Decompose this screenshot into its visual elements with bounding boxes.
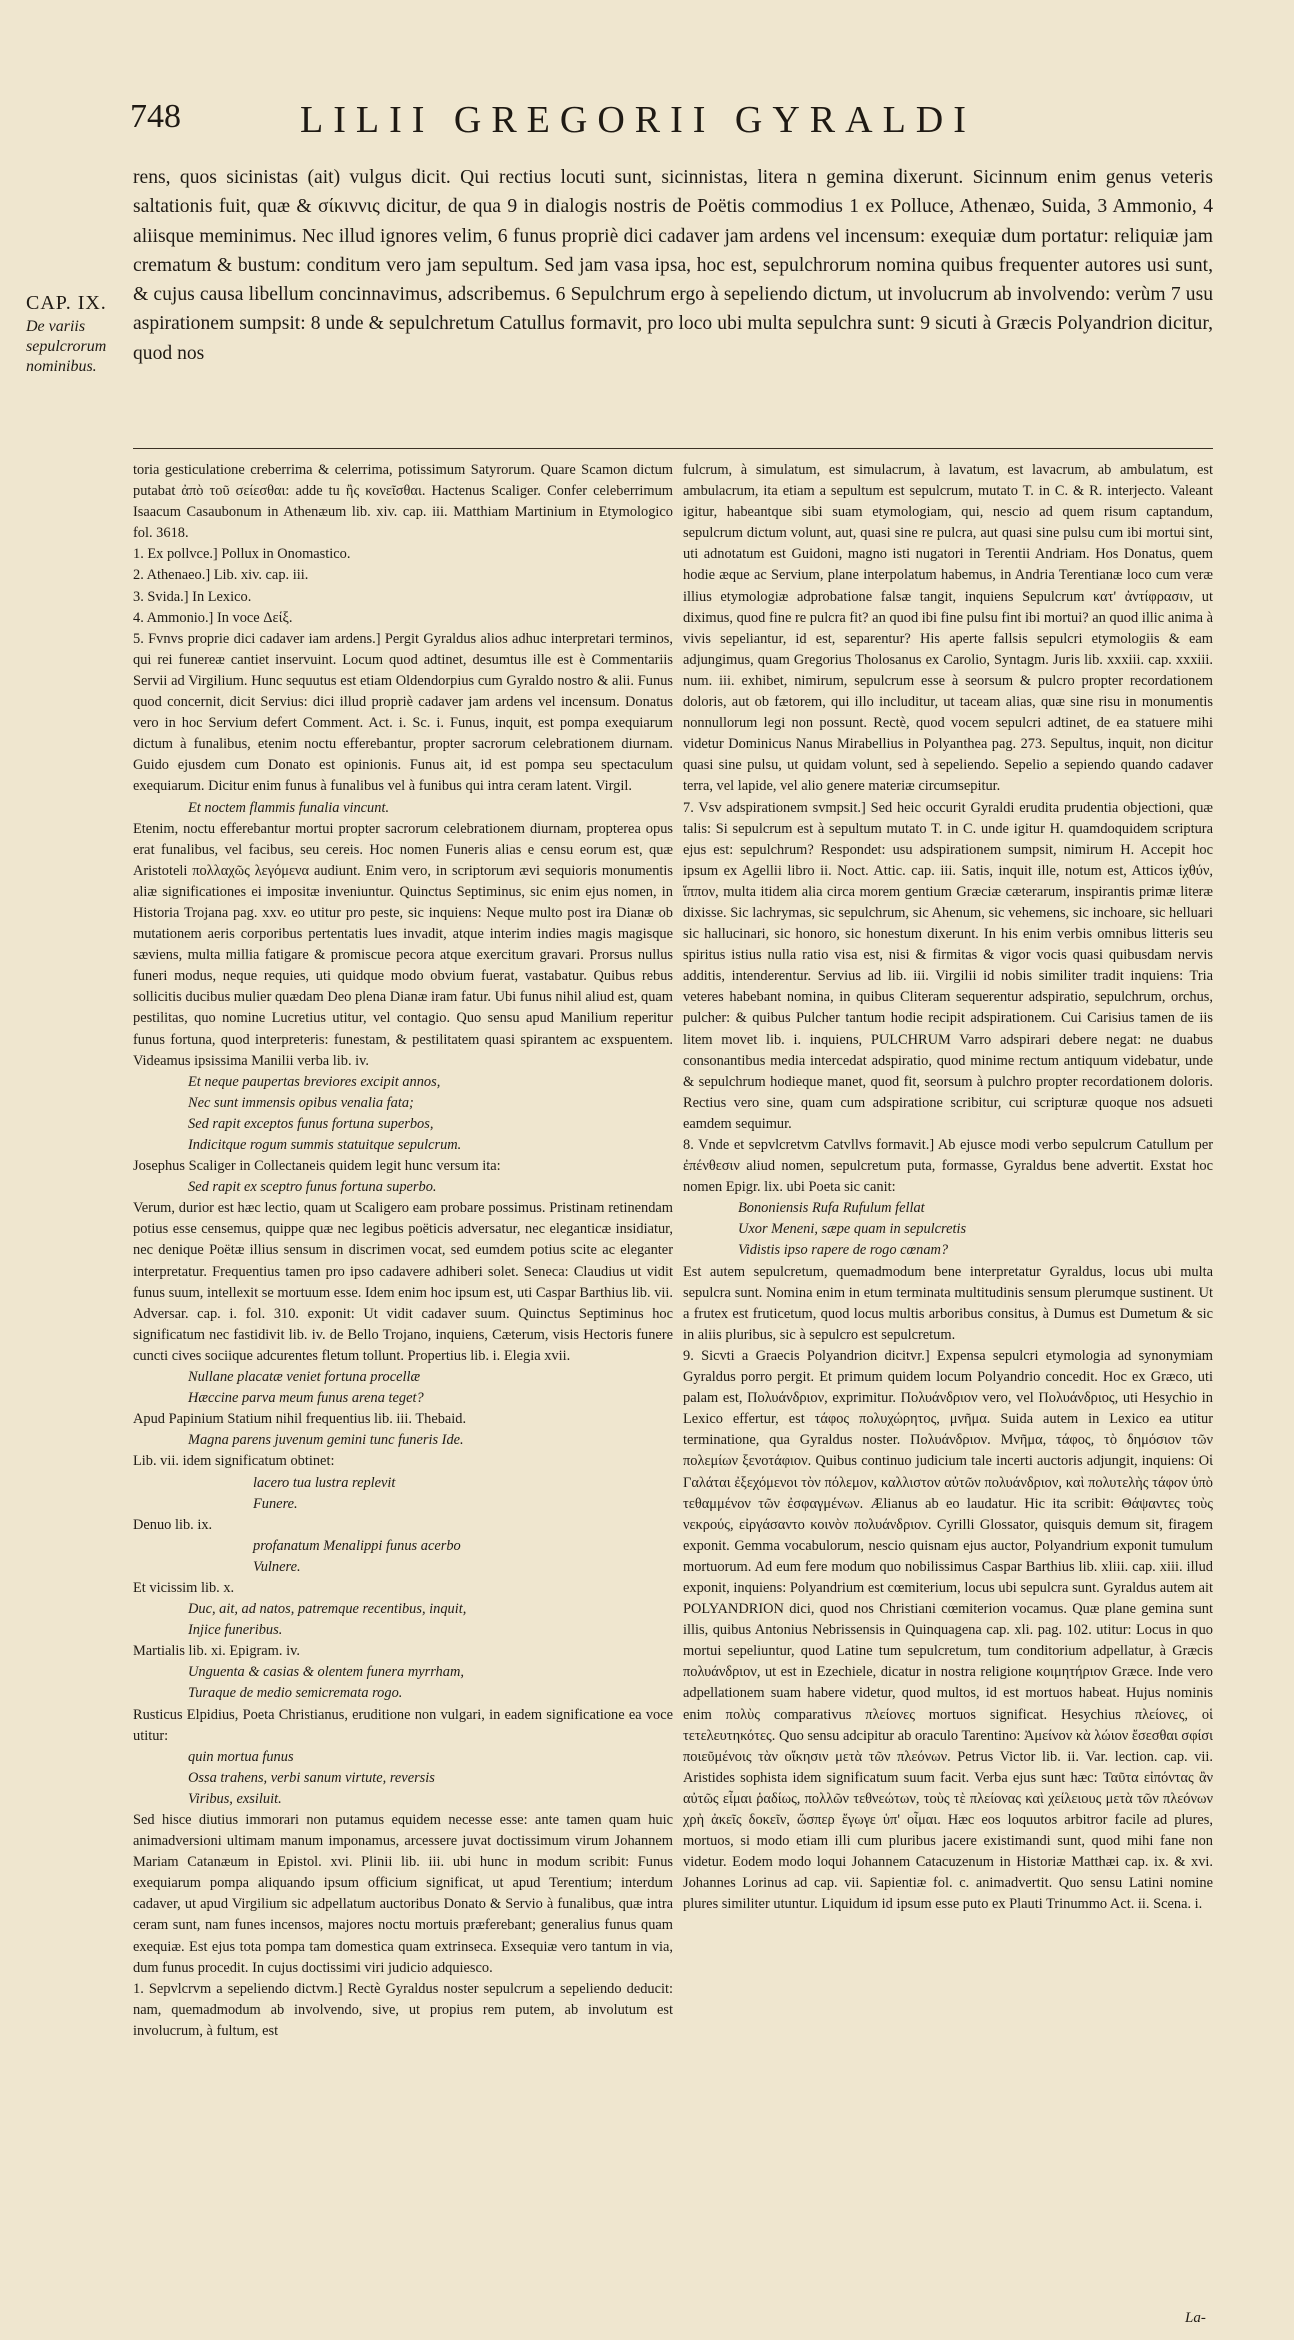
verse-line: Injice funeribus. xyxy=(188,1622,283,1639)
note-paragraph: Est autem sepulcretum, quemadmodum bene interpretatur Gyraldus, locus ubi multa sepulcra sunt. Nomina enim in etum terminata multitudinis sensum plerumque sustinent. Ut a frutex est fruticetum, quod locus multis arboribus consitus, à Dumus est Dumetum & sic in aliis pluribus, sic à sepulcro est sepulcretum. xyxy=(683,1263,1213,1343)
main-paragraph: rens, quos sicinistas (ait) vulgus dicit. Qui rectius locuti sunt, sicinnistas, litera n gemina dixerunt. Sicinnum enim genus veteris saltationis fuit, quæ & σίκιννις dicitur, de qua 9 in dialogis nostris de Poëtis commodius 1 ex Polluce, Athenæo, Suida, 3 Ammonio, 4 aliisque meminimus. Nec illud ignores velim, 6 funus propriè dici cadaver jam ardens vel incensum: exequiæ dum portatur: reliquiæ jam crematum & bustum: conditum vero jam sepultum. Sed jam vasa ipsa, hoc est, sepulchrorum nomina quibus frequenter autores usi sunt, & cujus causa libellum concinnavimus, adscribemus. 6 Sepulchrum ergo à sepeliendo dictum, ut involucrum ab involvendo: verùm 7 usu aspirationem sumpsit: 8 unde & sepulchretum Catullus formavit, pro loco ubi multa sepulchra sunt: 9 sicuti à Græcis Polyandrion dicitur, quod nos xyxy=(133,167,1213,364)
note-paragraph: 7. Vsv adspirationem svmpsit.] Sed heic occurit Gyraldi erudita prudentia objectioni, quæ talis: Si sepulcrum est à sepultum mutato T. in C. unde igitur H. quamdoquidem scriptura ejus est: sepulchrum? Respondet: usu adspirationem sumpsit, nimirum H. Accepit hoc ipsum ex Agellii libro ii. Noct. Attic. cap. iii. Satis, inquit ille, notum est, Atticos ἰχθύν, ἵππον, multa itidem alia circa morem gentium Græciæ cæterarum, inspirantis primæ literæ dixisse. Sic lachrymas, sic sepulchrum, sic Ahenum, sic vehemens, sic inchoare, sic helluari sic hallucinari, sic honoro, sic honestum dixerunt. In his enim verbis omnibus litteris seu spiritus istius nulla ratio visa est, nisi & firmitas & vigor vocis quasi quibusdam nervis additis, intenderentur. Servius ad lib. iii. Virgilii id nobis similiter tradit inquiens: Tria veteres habebant nomina, in quibus Cliteram sequerentur adspiratio, sepulchrum, orchus, pulcher: & quibus Pulcher tantum hodie recipit adspirationem. Cui Carisius tamen de iis litem movet lib. i. inquiens, PULCHRUM Varro adspirari debere negat: ne duabus consonantibus media intercedat adspiratio, quod minime rectum antiquum videbatur, unde & sepulchrum hodieque manet, quod fit, seorsum à pulchro propter recordationem doloris. Rectius vero sine, quam cum adspiratione scribitur, cui scripturæ quoque nos adsueti eamdem sequimur. xyxy=(683,799,1213,1132)
running-head: LILII GREGORII GYRALDI xyxy=(300,99,976,141)
note-paragraph: Lib. vii. idem significatum obtinet: xyxy=(133,1453,335,1470)
note-paragraph: Etenim, noctu efferebantur mortui propter sacrorum celebrationem diurnam, propterea opus erat funalibus, vel facibus, seu cereis. Hoc nomen Funeris alias e censu eorum est, quæ Aristoteli πολλαχῶς λεγόμενα audiunt. Enim vero, in scriptorum ævi sequioris monumentis aliæ significationes ei impositæ inveniuntur. Quinctus Septiminus, sic enim ejus nomen, in Historia Trojana pag. xxv. eo utitur pro peste, sic inquiens: Neque multo post ira Dianæ ob mutationem aeris corporibus pertentatis lues invadit, atque interim indies magis magisque sæviens, multa millia fatigare & promiscue pecora atque exercitum gravari. Prorsus nullus funeri modus, neque requies, uti quidque modo obvium fuerat, vastabatur. Quibus rebus sollicitis ducibus mulier quædam Deo plena Dianæ iram fatur. Ubi funus nihil aliud est, quam pestilitas, quo nomine Lucretius utitur, vel contagio. Quo sensu apud Manilium reperitur funus fortuna, quod interpreteris: funestam, & pestilitatem quasi spirantem ac exspuentem. Videamus ipsissima Manilii verba lib. iv. xyxy=(133,820,673,1069)
verse-line: Ossa trahens, verbi sanum virtute, reversis xyxy=(188,1769,435,1786)
note-paragraph: 1. Ex pollvce.] Pollux in Onomastico. xyxy=(133,546,351,563)
verse-line: Funere. xyxy=(253,1495,298,1512)
page-header xyxy=(130,98,1230,148)
note-paragraph: 1. Sepvlcrvm a sepeliendo dictvm.] Rectè Gyraldus noster sepulcrum a sepeliendo deducit: nam, quemadmodum ab involvendo, sive, ut propius rem putem, ab involutum est involucrum, à fultum, est xyxy=(133,1980,673,2039)
note-paragraph: 2. Athenaeo.] Lib. xiv. cap. iii. xyxy=(133,567,309,584)
note-paragraph: 5. Fvnvs proprie dici cadaver iam ardens.] Pergit Gyraldus alios adhuc interpretari terminos, qui rei funereæ cantiet inservuint. Locum quod adtinet, desumtus ille est è Commentariis Servii ad Virgilium. Hunc sequutus est etiam Oldendorpius cum Gyraldo nostro & alii. Funus quod concernit, dicit Servius: dici illud propriè cadaver jam ardens vel incensum. Donatus vero in hoc Servium defert Comment. Act. i. Sc. i. Funus, inquit, est pompa exequiarum dictum à funalibus, etenim noctu efferebantur, propter sacrorum celebrationem diurnam. Guido ejusdem cum Donato est opinionis. Funus ait, id est pompa seu spectaculum exequiarum. Dicitur enim funus à funalibus vel à funibus qui intra ceram latent. Virgil. xyxy=(133,630,673,795)
verse-line: Bononiensis Rufa Rufulum fellat xyxy=(738,1200,925,1217)
verse-line: Sed rapit ex sceptro funus fortuna superbo. xyxy=(188,1179,437,1196)
note-paragraph: Josephus Scaliger in Collectaneis quidem legit hunc versum ita: xyxy=(133,1158,501,1175)
note-paragraph: Verum, durior est hæc lectio, quam ut Scaligero eam probare possimus. Pristinam retinendam potius esse censemus, quippe quæ nec legibus poëticis adversatur, nec eleganticæ insidiatur, nec denique Poëtæ illius sensum in discrimen vocat, sed eumdem potius scite ac eleganter interpretatur. Frequentius tamen pro ipso cadavere adhiberi solet. Seneca: Claudius ut vidit funus suum, intellexit se mortuum esse. Idem enim hoc ipsum est, uti Caspar Barthius lib. vii. Adversar. cap. i. fol. 310. exponit: Ut vidit cadaver suum. Quinctus Septiminus hoc significatum nec fastidivit lib. iv. de Bello Trojano, inquiens, Cæterum, visis Hectoris funere cuncti cives sociique adcurentes fletum tollunt. Propertius lib. i. Elegia xvii. xyxy=(133,1200,673,1364)
notes-left-column xyxy=(133,460,673,2330)
main-text xyxy=(133,163,1213,368)
verse-line: Nec sunt immensis opibus venalia fata; xyxy=(188,1094,414,1111)
verse-line: Duc, ait, ad natos, patremque recentibus, inquit, xyxy=(188,1601,467,1618)
note-paragraph: Martialis lib. xi. Epigram. iv. xyxy=(133,1643,300,1660)
verse-line: Vidistis ipso rapere de rogo cœnam? xyxy=(738,1242,949,1259)
chapter-title: De variis sepulcrorum nominibus. xyxy=(26,318,107,375)
note-paragraph: Denuo lib. ix. xyxy=(133,1516,213,1533)
chapter-label: CAP. IX. xyxy=(26,292,107,314)
verse-line: Viribus, exsiluit. xyxy=(188,1790,282,1807)
verse-line: quin mortua funus xyxy=(188,1748,294,1765)
note-paragraph: toria gesticulatione creberrima & celerrima, potissimum Satyrorum. Quare Scamon dictum putabat ἀπὸ τοῦ σείεσθαι: adde tu ἢς κονεῖσθαι. Hactenus Scaliger. Confer celeberrimum Isaacum Casaubonum in Athenæum lib. xiv. cap. iii. Matthiam Martinium in Etymologico fol. 3618. xyxy=(133,462,673,542)
verse-line: Uxor Meneni, sæpe quam in sepulcretis xyxy=(738,1221,967,1238)
note-paragraph: 8. Vnde et sepvlcretvm Catvllvs formavit.] Ab ejusce modi verbo sepulcrum Catullum per ἐπένθεσιν aliud nomen, sepulcretum puta, formasse, Gyraldus bene advertit. Exstat hoc nomen Epigr. lix. ubi Poeta sic canit: xyxy=(683,1137,1213,1196)
verse-line: Sed rapit exceptos funus fortuna superbos, xyxy=(188,1115,434,1132)
verse-line: Magna parens juvenum gemini tunc funeris Ide. xyxy=(188,1432,464,1449)
verse-line: Indicitque rogum summis statuitque sepulcrum. xyxy=(188,1137,462,1153)
verse-line: lacero tua lustra replevit xyxy=(253,1474,396,1491)
verse-line: Et noctem flammis funalia vincunt. xyxy=(188,799,390,816)
page-number: 748 xyxy=(130,98,181,135)
margin-note xyxy=(26,292,126,377)
note-paragraph: fulcrum, à simulatum, est simulacrum, à lavatum, est lavacrum, ab ambulatum, est ambulacrum, ita etiam a sepultum est sepulcrum, mutato T. in C. & R. interjecto. Valeant igitur, habeantque sibi suam etymologiam, qui, nescio ad quem risum captandum, sepulcrum dictum volunt, aut, quasi sine re pulcra, aut quasi sine pulsu cum ibi mortui sint, uti adnotatum est Guidoni, magno isti nugatori in Terentii Andriam. Hos Donatus, quem hodie æque ac Servium, plane interpolatum habemus, in Andria Terentianæ loco cum veræ illius etymologiæ adprobatione falsæ tangit, inquiens Sepulcrum κατ' ἀντίφρασιν, ut diximus, quod fine re pulcra fit? an quod ibi fine pulsu fint ibi mortui? an quod illic anima à vivis sepeliantur, id est, separentur? His aperte fallsis sepulcri etymologiis & eam adjungimus, quam Gregorius Tholosanus ex Carolio, Syntagm. Juris lib. xxxiii. cap. xxxiii. num. iii. exhibet, nimirum, sepulcrum esse à seorsum & pulcro propter recordationem doloris, aut ob fætorem, qui illo includitur, ut taceam alias, quæ sine risu in monumentis nonnullorum legi non possunt. Rectè, quod vocem sepulcri adtinet, de ea statuere mihi videtur Dominicus Nanus Mirabellius in Polyanthea pag. 273. Sepultus, inquit, non dicitur quasi sine pulsu, ut quidam volunt, sed à sepeliendo. Sepelio a sepiendo quando cadaver terra, vel lapide, vel alio genere materiæ circumsepitur. xyxy=(683,462,1213,795)
note-paragraph: Rusticus Elpidius, Poeta Christianus, eruditione non vulgari, in eadem significatione ea voce utitur: xyxy=(133,1706,673,1744)
note-paragraph: Et vicissim lib. x. xyxy=(133,1579,235,1596)
note-paragraph: Apud Papinium Statium nihil frequentius lib. iii. Thebaid. xyxy=(133,1411,467,1428)
verse-line: profanatum Menalippi funus acerbo xyxy=(253,1537,461,1554)
separator-rule xyxy=(133,448,1213,449)
notes-right-column xyxy=(683,460,1213,2330)
verse-line: Nullane placatæ veniet fortuna procellæ xyxy=(188,1369,421,1386)
verse-line: Hæccine parva meum funus arena teget? xyxy=(188,1390,424,1407)
verse-line: Vulnere. xyxy=(253,1558,301,1575)
note-paragraph: 9. Sicvti a Graecis Polyandrion dicitvr.] Expensa sepulcri etymologia ad synonymiam Gyraldus porro pergit. Et primum quidem locum Polyandrio concedit. Hoc ex Græco, uti palam est, Πολυάνδριον, exprimitur. Πολυάνδριον vero, vel Πολυάνδριος, uti Hesychio in Lexico effertur, est τάφος πολυχώρητος, μνῆμα. Suida autem in Lexico ea utitur terminatione, qua Gyraldus noster. Πολυάνδριον. Μνῆμα, τάφος, τὸ δημόσιον τῶν πολεμίων ξενοτάφιον. Quibus continuo judicium tale incerti auctoris adjungit, inquiens: Οἱ Γαλάται ἐξεχόμενοι τὸν πόλεμον, καλλιστον αὐτῶν πολυάνδριον, καὶ πολυτελὴς τάφον ὑπὸ τεθαμμένον τῶν ἐσφαγμένων. Ælianus ab eo laudatur. Hic ita scribit: Θάψαντες τοὺς νεκρούς, εἰργάσαντο κοινὸν πολυάνδριον. Cyrilli Glossator, quisquis demum sit, firagem exponit. Gemma vocabulorum, nescio quisnam ejus auctor, Polyandrium exponit tumulum mortuorum. Ad eum fere modum quo nobilissimus Caspar Barthius lib. xliii. cap. xiii. illud exponit, inquiens: Polyandrium est cœmiterium, locus ubi sepulcra sunt. Gyraldus autem ait POLYANDRION dici, quod nos Christiani cœmiterion vocamus. Quæ plane gemina sunt illis, quibus Antonius Nebrissensis in Quinquagena cap. xli. pag. 102. utitur: Locus in quo mortui sepeliuntur, quod Latine tum sepulcretum, tum conditorium adpellatur, à Græcis πολυάνδριον, ut est in Ezechiele, dicatur in nostra religione κοιμητήριον Græce. Inde vero adpellationem suam habere videtur, quod multos, id est mortuos habeat. Hujus nominis enim πολὺς comparativus πλείονες mortuos significat. Hesychius πλείονες, οἱ τετελευτηκότες. Quo sensu adcipitur ab oraculo Tarentino: Ἀμείνον κὰ λώιον ἔσεσθαι σφίσι ποιεῦμένοις τὰν οἴκησιν μετὰ τῶν πλεόνων. Petrus Victor lib. ii. Var. lection. cap. vii. Aristides sophista idem significatum suum facit. Verba ejus sunt hæc: Ταῦτα εἰπόντας ἂν αὐτῶς εἶμαι ῥαδίως, πολλῶν τεθνεώτων, τοὺς τὲ πλείονας καὶ χείλειους μετὰ τῶν πλεόνων χρὴ ἀκεῖς δοκεῖν, ὥσπερ ἔγωγε ὑπ' οἶμαι. Hæc eos loquutos arbitror facile ad plures, mortuos, si modo etiam illi cum pluribus jacere existimandi sunt, quod mihi fane non videtur. Eodem modo loqui Johannem Catacuzenum in Historiæ Matthæi cap. ix. & xvi. Johannes Lorinus ad cap. vii. Sapientiæ fol. c. animadvertit. Quo sensu Latini nomine plures similiter utuntur. Liquidum id ipsum esse puto ex Plauti Trinummo Act. ii. Scena. i. xyxy=(683,1347,1213,1913)
note-paragraph: 4. Ammonio.] In voce Δείξ. xyxy=(133,609,293,626)
catchword: La- xyxy=(1185,2310,1206,2326)
verse-line: Unguenta & casias & olentem funera myrrham, xyxy=(188,1664,464,1681)
verse-line: Et neque paupertas breviores excipit annos, xyxy=(188,1073,441,1090)
note-paragraph: Sed hisce diutius immorari non putamus equidem necesse esse: ante tamen quam huic animadversioni ultimam manum imponamus, arcessere juvat doctissimum virum Johannem Mariam Catanæum in Epistol. xvi. Plinii lib. iii. ubi hunc in modum scribit: Funus exequiarum pompa aliquando ipsum officium significat, ut apud Terentium; interdum cadaver, ut apud Virgilium sic adpellatum auctoribus Donato & Servio à funalibus, quæ intra ceram sunt, nam funes incensos, majores noctu mortuis præferebant; generalius funus quam exequiæ. Est ejus tota pompa tam domestica quam extrinseca. Exsequiæ vero tantum in via, dum funus procedit. In cujus doctissimi viri judicio adquiesco. xyxy=(133,1812,673,1976)
note-paragraph: 3. Svida.] In Lexico. xyxy=(133,588,252,605)
verse-line: Turaque de medio semicremata rogo. xyxy=(188,1685,403,1702)
